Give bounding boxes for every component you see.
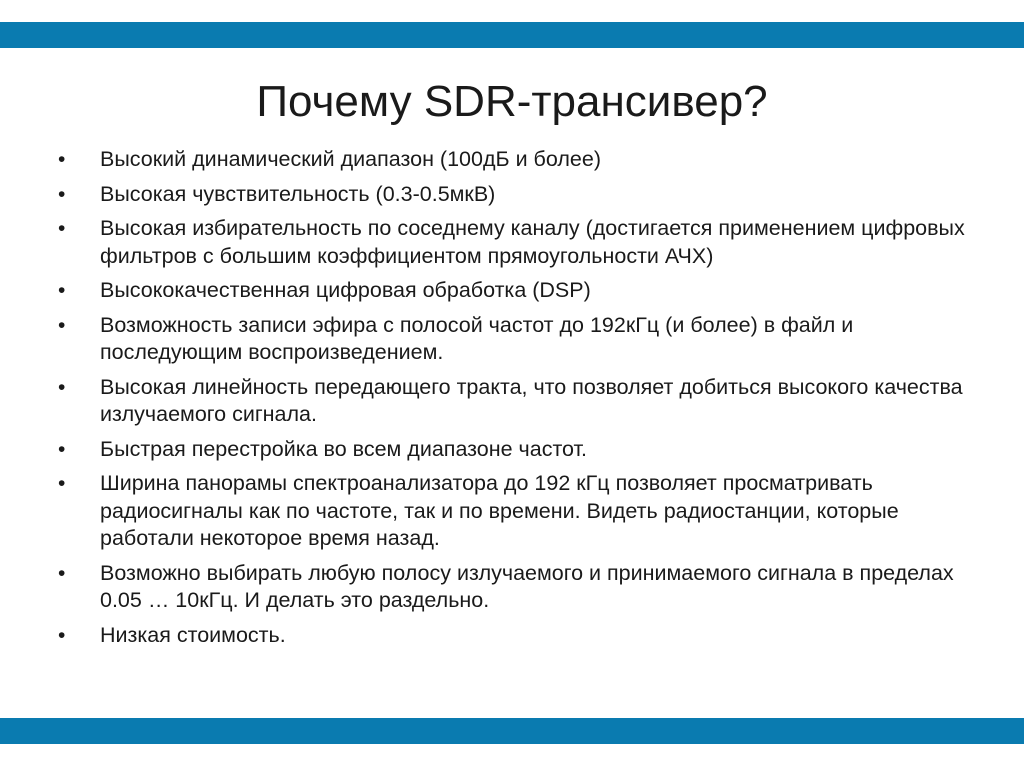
bullet-text: Высокий динамический диапазон (100дБ и более) <box>100 147 601 171</box>
slide-title: Почему SDR-трансивер? <box>256 77 768 126</box>
bullet-dot-icon: • <box>58 217 66 240</box>
bullet-item <box>56 181 986 209</box>
bullet-item <box>56 560 986 615</box>
bullet-text: Возможность записи эфира с полосой частот до 192кГц (и более) в файл и последующим воспроизведением. <box>100 312 854 364</box>
bullet-dot-icon: • <box>58 623 66 647</box>
bullet-dot-icon: • <box>58 279 66 302</box>
bullet-dot-icon: • <box>58 437 66 461</box>
bullet-item <box>56 312 986 367</box>
bullet-text: Ширина панорамы спектроанализатора до 192 кГц позволяет просматривать радиосигналы как по частоте, так и по времени. Видеть радиостанции, которые работали некоторое время назад. <box>100 471 899 550</box>
bullet-text: Высокая чувствительность (0.3-0.5мкВ) <box>100 181 496 206</box>
bullet-dot-icon: • <box>58 561 66 585</box>
bullet-item <box>56 277 986 305</box>
bullet-dot-icon: • <box>58 182 66 206</box>
bullet-dot-icon: • <box>58 375 66 399</box>
bullet-item <box>56 470 986 553</box>
bullet-text: Возможно выбирать любую полосу излучаемого и принимаемого сигнала в пределах 0.05 … 10кГц. И делать это раздельно. <box>100 560 954 612</box>
bullet-item <box>56 374 986 429</box>
bullet-text: Высокая избирательность по соседнему каналу (достигается применением цифровых фильтров с большим коэффициентом прямоугольности АЧХ) <box>100 216 965 268</box>
bullet-text: Низкая стоимость. <box>100 622 286 647</box>
bullet-item <box>56 622 986 650</box>
bullet-item <box>56 146 986 174</box>
top-accent-bar <box>0 22 1024 48</box>
bullet-dot-icon: • <box>58 472 66 495</box>
bottom-accent-bar <box>0 718 1024 744</box>
bullet-text: Высокая линейность передающего тракта, что позволяет добиться высокого качества излучаемого сигнала. <box>100 374 963 426</box>
bullet-item <box>56 215 986 270</box>
bullet-dot-icon: • <box>58 148 66 171</box>
bullet-text: Высококачественная цифровая обработка (DSP) <box>100 278 591 302</box>
bullet-item <box>56 436 986 464</box>
bullet-list <box>56 146 986 656</box>
bullet-text: Быстрая перестройка во всем диапазоне частот. <box>100 436 587 461</box>
bullet-dot-icon: • <box>58 313 66 337</box>
